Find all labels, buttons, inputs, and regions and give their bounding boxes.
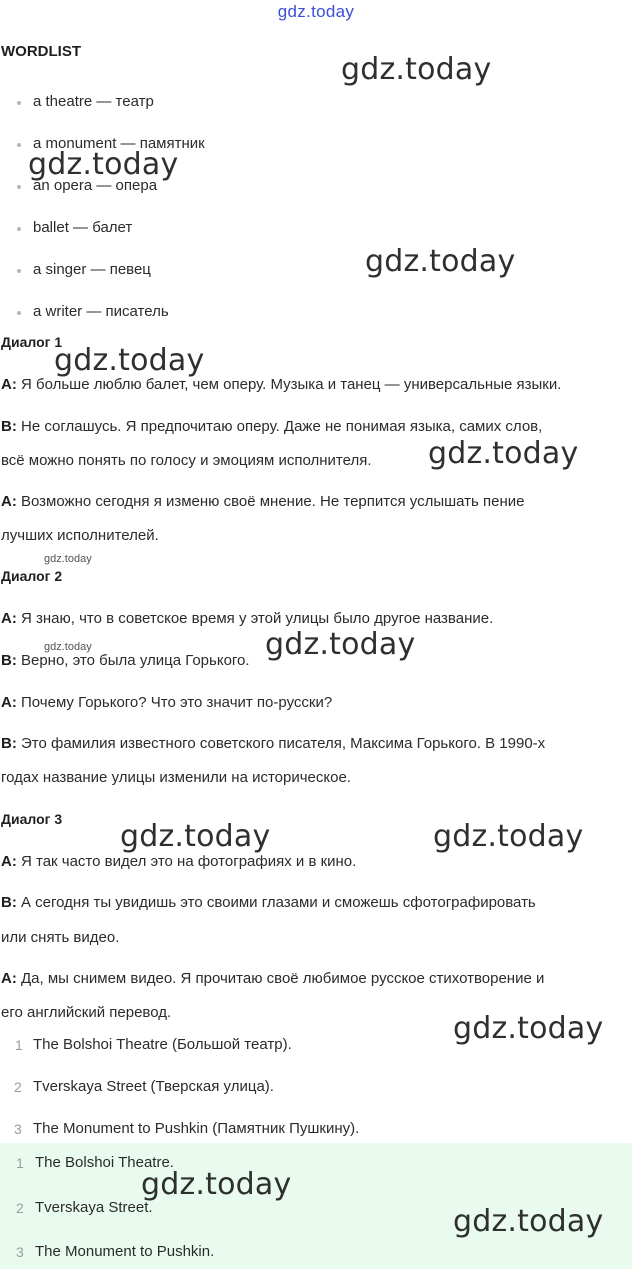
wordlist-item: ballet — балет xyxy=(33,219,133,236)
dialog-line xyxy=(1,418,542,435)
dialog-line xyxy=(1,970,544,987)
dialog-line xyxy=(1,735,545,752)
bullet-dot xyxy=(17,269,21,273)
line-text: всё можно понять по голосу и эмоциям исполнителя. xyxy=(1,452,372,469)
line-text: лучших исполнителей. xyxy=(1,527,159,544)
line-text: годах название улицы изменили на историческое. xyxy=(1,769,351,786)
wordlist-item: an opera — опера xyxy=(33,177,158,194)
list-item: Tverskaya Street (Тверская улица). xyxy=(33,1078,274,1095)
list-item: The Bolshoi Theatre (Большой театр). xyxy=(33,1036,292,1053)
dialog-line xyxy=(1,452,372,469)
line-text: Почему Горького? Что это значит по-русски? xyxy=(16,694,333,711)
watermark: gdz.today xyxy=(433,819,584,854)
bullet-dot xyxy=(17,185,21,189)
dialog1-heading: Диалог 1 xyxy=(1,334,63,350)
list-number: 1 xyxy=(16,1155,24,1171)
watermark: gdz.today xyxy=(265,627,416,662)
dialog-line xyxy=(1,894,536,911)
list-number: 3 xyxy=(14,1121,22,1137)
speaker-label: B: xyxy=(1,735,17,752)
site-logo[interactable]: gdz.today xyxy=(277,2,355,21)
line-text: Это фамилия известного советского писателя, Максима Горького. В 1990-х xyxy=(16,735,546,752)
line-text: Верно, это была улица Горького. xyxy=(16,652,250,669)
speaker-label: A: xyxy=(1,493,17,510)
bullet-dot xyxy=(17,101,21,105)
speaker-label: A: xyxy=(1,694,17,711)
watermark: gdz.today xyxy=(28,147,179,182)
list-item: The Monument to Pushkin (Памятник Пушкину). xyxy=(33,1120,360,1137)
line-text: Да, мы снимем видео. Я прочитаю своё любимое русское стихотворение и xyxy=(16,970,545,987)
watermark: gdz.today xyxy=(54,343,205,378)
bullet-dot xyxy=(17,143,21,147)
line-text: А сегодня ты увидишь это своими глазами и сможешь сфотографировать xyxy=(16,894,536,911)
watermark: gdz.today xyxy=(453,1204,604,1239)
list-item: Tverskaya Street. xyxy=(35,1199,153,1216)
dialog-line xyxy=(1,929,119,946)
watermark-small: gdz.today xyxy=(44,641,92,653)
watermark: gdz.today xyxy=(365,244,516,279)
dialog-line xyxy=(1,493,524,510)
wordlist-item: a writer — писатель xyxy=(33,303,169,320)
line-text: Я больше люблю балет, чем оперу. Музыка и танец — универсальные языки. xyxy=(16,376,562,393)
speaker-label: B: xyxy=(1,894,17,911)
bullet-dot xyxy=(17,227,21,231)
list-number: 1 xyxy=(15,1037,23,1053)
dialog-line xyxy=(1,376,561,393)
watermark: gdz.today xyxy=(453,1011,604,1046)
list-item: The Monument to Pushkin. xyxy=(35,1243,215,1260)
dialog-line xyxy=(1,652,250,669)
dialog3-heading: Диалог 3 xyxy=(1,811,63,827)
wordlist-item: a theatre — театр xyxy=(33,93,154,110)
list-number: 3 xyxy=(16,1244,24,1260)
watermark: gdz.today xyxy=(428,436,579,471)
dialog-line xyxy=(1,527,159,544)
speaker-label: A: xyxy=(1,970,17,987)
speaker-label: A: xyxy=(1,610,17,627)
dialog-line xyxy=(1,1004,171,1021)
watermark: gdz.today xyxy=(120,819,271,854)
line-text: Не соглашусь. Я предпочитаю оперу. Даже не понимая языка, самих слов, xyxy=(16,418,543,435)
watermark: gdz.today xyxy=(341,52,492,87)
speaker-label: A: xyxy=(1,853,17,870)
line-text: Я знаю, что в советское время у этой улицы было другое название. xyxy=(16,610,494,627)
wordlist-heading: WORDLIST xyxy=(1,43,81,60)
list-number: 2 xyxy=(16,1200,24,1216)
speaker-label: B: xyxy=(1,652,17,669)
dialog-line xyxy=(1,610,493,627)
dialog-line xyxy=(1,769,351,786)
line-text: его английский перевод. xyxy=(1,1004,172,1021)
speaker-label: A: xyxy=(1,376,17,393)
watermark: gdz.today xyxy=(141,1167,292,1202)
dialog-line xyxy=(1,694,332,711)
line-text: или снять видео. xyxy=(1,929,120,946)
watermark-small: gdz.today xyxy=(44,553,92,565)
wordlist-item: a monument — памятник xyxy=(33,135,205,152)
dialog-line xyxy=(1,853,356,870)
dialog2-heading: Диалог 2 xyxy=(1,568,63,584)
speaker-label: B: xyxy=(1,418,17,435)
list-item: The Bolshoi Theatre. xyxy=(35,1154,174,1171)
bullet-dot xyxy=(17,311,21,315)
line-text: Я так часто видел это на фотографиях и в кино. xyxy=(16,853,357,870)
list-number: 2 xyxy=(14,1079,22,1095)
line-text: Возможно сегодня я изменю своё мнение. Не терпится услышать пение xyxy=(16,493,525,510)
wordlist-item: a singer — певец xyxy=(33,261,151,278)
